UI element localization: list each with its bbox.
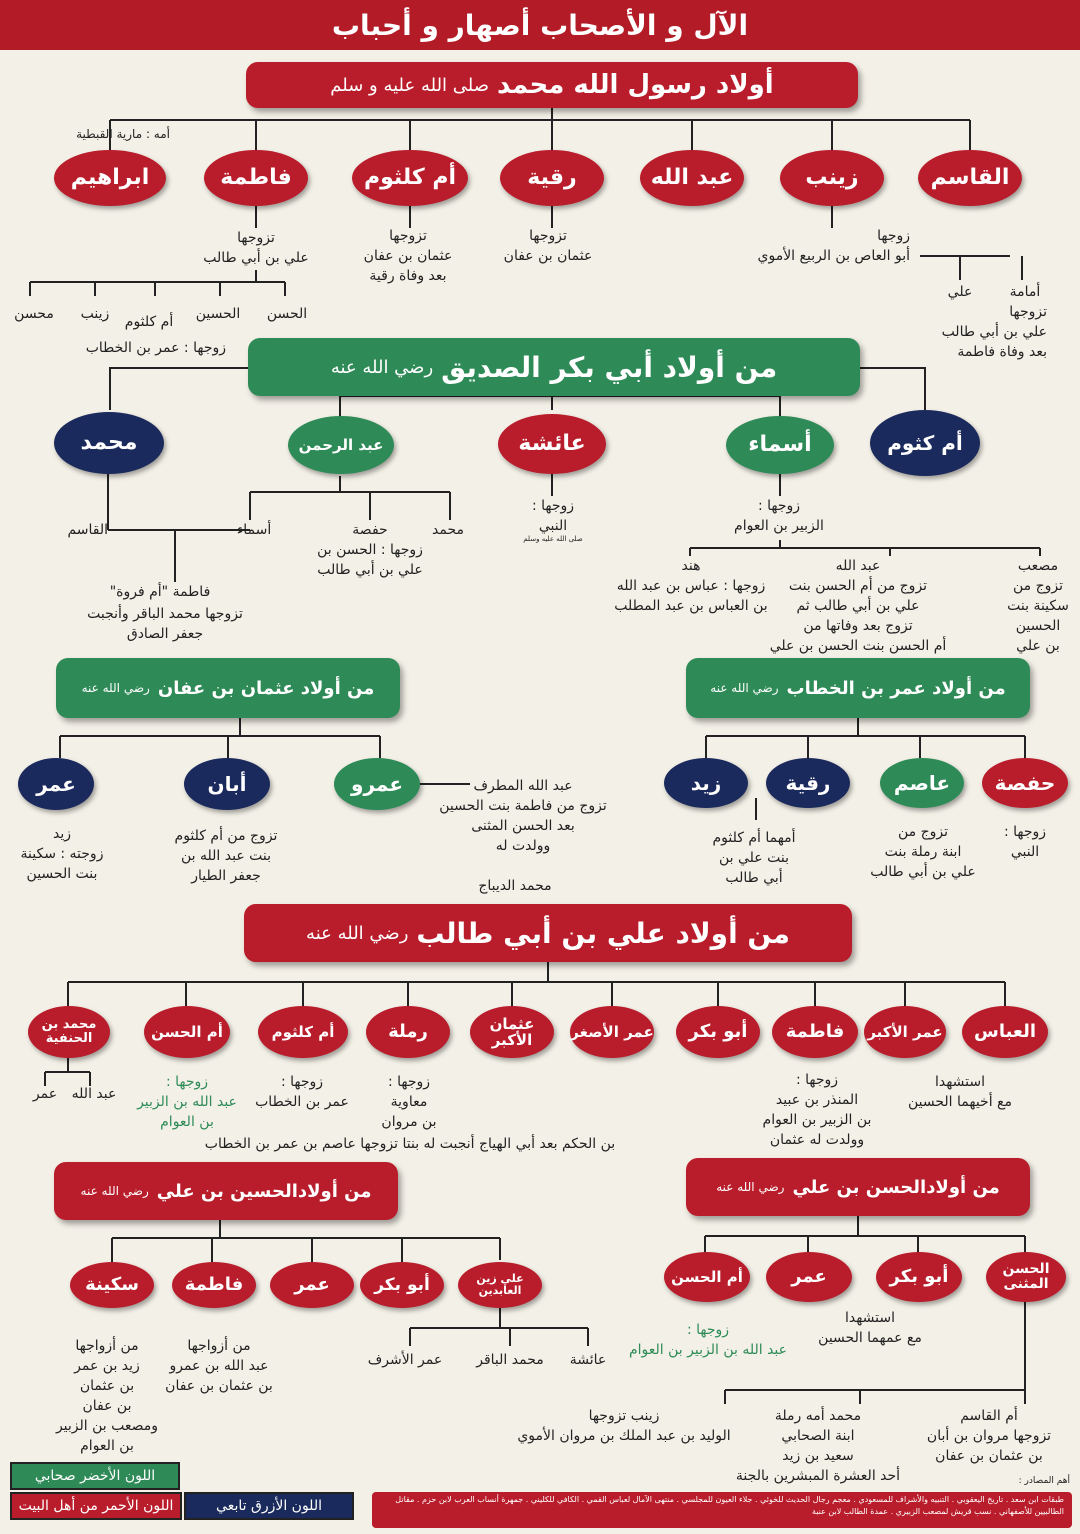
hasan-child-abubakr: أبو بكر xyxy=(876,1252,962,1302)
prophet-child-qasim: القاسم xyxy=(918,150,1022,206)
umkulthum-note: تزوجها عثمان بن عفان بعد وفاة رقية xyxy=(363,228,453,284)
abdulrahman-child-asma: أسماء xyxy=(236,522,272,538)
husain-fatima-note: من أزواجها عبد الله بن عمرو بن عثمان بن عفان xyxy=(165,1338,273,1394)
prophet-child-umkulthum: أم كلثوم xyxy=(352,150,468,206)
musab-note: مصعب تزوج من سكينة بنت الحسين بن علي xyxy=(1007,558,1069,654)
ali-child-abbas: العباس xyxy=(962,1006,1048,1058)
abdulrahman-child-hafsa: حفصة xyxy=(352,522,388,538)
abubakr-child-aisha: عائشة xyxy=(498,414,606,474)
omar-hafsa-note: زوجها : النبي xyxy=(1003,824,1047,860)
ali-child-ramla: رملة xyxy=(366,1006,450,1058)
banner-subtitle: رضي الله عنه xyxy=(81,681,150,695)
banner-subtitle: رضي الله عنه xyxy=(330,356,434,378)
ali-child-fatima: فاطمة xyxy=(772,1006,858,1058)
ali-fatima-note: زوجها : المنذر بن عبيد بن الزبير بن العوام وولدت له عثمان xyxy=(762,1072,872,1148)
hafsa-note: زوجها : الحسن بن علي بن أبي طالب xyxy=(317,542,423,578)
ali-child-omar-akbar: عمر الأكبر xyxy=(864,1006,946,1058)
banner-title: من أولاد أبي بكر الصديق xyxy=(441,350,778,384)
prophet-child-fatima: فاطمة xyxy=(204,150,308,206)
ruqayya-note: تزوجها عثمان بن عفان xyxy=(503,228,593,264)
abubakr-child-asma: أسماء xyxy=(726,416,834,474)
zainab-child-ali: علي xyxy=(947,284,973,300)
ali-banner xyxy=(244,904,852,962)
fatima-child-muhsin: محسن xyxy=(14,306,54,322)
prophet-banner xyxy=(246,62,858,108)
husain-child-fatima: فاطمة xyxy=(172,1262,256,1308)
umkulthum-husband-note: زوجها : عمر بن الخطاب xyxy=(85,340,226,356)
ramla-note: محمد أمه رملة ابنة الصحابي سعيد بن زيد أحد العشرة المبشرين بالجنة xyxy=(735,1408,901,1484)
zainab-note: زينب تزوجها الوليد بن عبد الملك بن مروان الأموي xyxy=(517,1408,731,1444)
ali-child-uthman-akbar: عثمان الأكبر xyxy=(470,1006,554,1058)
prophet-child-ruqayya: رقية xyxy=(500,150,604,206)
aisha-note: زوجها : النبي xyxy=(531,498,575,534)
legend-green: اللون الأخضر صحابي xyxy=(10,1462,180,1490)
abbas-note: استشهدا مع أخيهما الحسين xyxy=(908,1074,1012,1110)
uthman-banner xyxy=(56,658,400,718)
ali-zain-child-baqir: محمد الباقر xyxy=(476,1352,544,1368)
ali-child-umkulthum: أم كلثوم xyxy=(258,1006,348,1058)
ali-zain-child-aisha: عائشة xyxy=(569,1352,607,1368)
husain-child-sakina: سكينة xyxy=(70,1262,154,1308)
banner-subtitle: رضي الله عنه xyxy=(80,1184,149,1198)
husain-banner xyxy=(54,1162,398,1220)
ali-child-abubakr: أبو بكر xyxy=(676,1006,760,1058)
hasan-banner xyxy=(686,1158,1030,1216)
prophet-child-zainab: زينب xyxy=(780,150,884,206)
zainab-husband-note: زوجها أبو العاص بن الربيع الأموي xyxy=(757,228,910,264)
sources-box: طبقات ابن سعد . تاريخ اليعقوبي . التنبيه والأشراف للمسعودي . معجم رجال الحديث للخوئي . جلاء العيون للمجلسي . منتهى الآمال لعباس القمي . الكافي للكليني . جمهرة أنساب العرب لابن حزم . مقاتل الطالبيين للأصفهاني . نسب قريش لمصعب الزبيري . عمدة الطالب لابن عنبة xyxy=(372,1492,1072,1528)
aisha-honorific: صلى الله عليه وسلم xyxy=(523,535,583,543)
qasim-daughter-note xyxy=(70,604,260,644)
omar-banner xyxy=(686,658,1030,718)
banner-subtitle: رضي الله عنه xyxy=(710,681,779,695)
abdullah-note: عبد الله تزوج من أم الحسن بنت علي بن أبي طالب ثم تزوج بعد وفاتها من أم الحسن بنت الحسن بن علي xyxy=(769,558,947,654)
omar-child-ruqayya: رقية xyxy=(766,758,850,808)
ali-zain-child-omar-ashraf: عمر الأشرف xyxy=(367,1352,443,1368)
fatima-note: تزوجها علي بن أبي طالب xyxy=(203,230,309,266)
zainab-child-umama: أمامة xyxy=(1009,284,1041,300)
umqasim-note: أم القاسم تزوجها مروان بن أبان بن عثمان بن عفان xyxy=(926,1408,1052,1464)
ali-child-omar-asghar: عمر الأصغر xyxy=(570,1006,654,1058)
omar-child-hafsa: حفصة xyxy=(982,758,1068,808)
legend-navy: اللون الأزرق تابعي xyxy=(184,1492,354,1520)
banner-subtitle: رضي الله عنه xyxy=(716,1180,785,1194)
fatima-child-umkulthum: أم كلثوم xyxy=(124,314,174,330)
asma-note: زوجها : الزبير بن العوام xyxy=(734,498,824,534)
ali-child-muhammad-hanafiyya: محمد بن الحنفية xyxy=(28,1006,110,1058)
abubakr-banner xyxy=(248,338,860,396)
aban-note: تزوج من أم كلثوم بنت عبد الله بن جعفر الطيار xyxy=(174,828,278,884)
ali-child-umhasan: أم الحسن xyxy=(144,1006,230,1058)
prophet-child-ibrahim: ابراهيم xyxy=(54,150,166,206)
omar-child-asim: عاصم xyxy=(880,758,964,808)
hasan-child-umhasan: أم الحسن xyxy=(664,1252,750,1302)
hasan-martyr-note: استشهدا مع عمهما الحسين xyxy=(818,1310,922,1346)
umama-note: تزوجها علي بن أبي طالب بعد وفاة فاطمة xyxy=(941,304,1047,360)
page-title: الآل و الأصحاب أصهار و أحباب xyxy=(0,0,1080,50)
legend-red: اللون الأحمر من أهل البيت xyxy=(10,1492,182,1520)
hind-note: هند زوجها : عباس بن عبد الله بن العباس بن عبد المطلب xyxy=(614,558,768,614)
banner-title: أولاد رسول الله محمد xyxy=(497,70,774,100)
banner-subtitle: رضي الله عنه xyxy=(306,922,409,944)
prophet-child-abdullah: عبد الله xyxy=(640,150,744,206)
qasim-daughter: فاطمة "أم فروة" xyxy=(109,584,211,600)
husain-child-omar: عمر xyxy=(270,1262,354,1308)
uthman-child-aban: أبان xyxy=(184,758,270,810)
sakina-note: من أزواجها زيد بن عمر بن عثمان بن عفان ومصعب بن الزبير بن العوام xyxy=(55,1338,159,1454)
banner-subtitle: صلى الله عليه و سلم xyxy=(330,74,490,96)
abubakr-child-abdulrahman: عبد الرحمن xyxy=(288,416,394,474)
banner-title: من أولادالحسن بن علي xyxy=(792,1176,1000,1198)
ali-umhasan-note: زوجها : عبد الله بن الزبير بن العوام xyxy=(137,1074,237,1130)
fatima-child-husain: الحسين xyxy=(195,306,241,322)
abubakr-child-umkulthum: أم كثوم xyxy=(870,410,980,476)
banner-title: من أولاد علي بن أبي طالب xyxy=(416,916,790,950)
uthman-omar-note: زيد زوجته : سكينة بنت الحسين xyxy=(20,826,104,882)
ibrahim-mother-note: أمه : مارية القبطية xyxy=(76,127,170,141)
ali-umkulthum-note: زوجها : عمر بن الخطاب xyxy=(255,1074,349,1110)
asim-note: تزوج من ابنة رملة بنت علي بن أبي طالب xyxy=(870,824,976,880)
sources-title: أهم المصادر : xyxy=(1018,1476,1070,1486)
amr-grandson: محمد الديباج xyxy=(478,878,552,894)
qasim-daughter-note-text: تزوجها محمد الباقر وأنجبت جعفر الصادق xyxy=(87,606,243,642)
fatima-child-hasan: الحسن xyxy=(266,306,308,322)
hasan-umhasan-note: زوجها : عبد الله بن الزبير بن العوام xyxy=(628,1322,787,1358)
omar-child-zaid: زيد xyxy=(664,758,748,808)
uthman-child-omar: عمر xyxy=(18,758,94,810)
uthman-child-amr: عمرو xyxy=(334,758,420,810)
banner-title: من أولاد عمر بن الخطاب xyxy=(786,677,1006,699)
hasan-child-hasan-muthanna: الحسن المثنى xyxy=(986,1252,1066,1302)
muhammad-child-qasim: القاسم xyxy=(67,522,108,538)
hanafiyya-child-abdullah: عبد الله xyxy=(71,1086,117,1102)
ali-ramla-note: زوجها : معاوية بن مروان xyxy=(381,1074,437,1130)
amr-note: عبد الله المطرف تزوج من فاطمة بنت الحسين بعد الحسن المثنى وولدت له xyxy=(439,778,607,854)
fatima-child-zainab: زينب xyxy=(80,306,110,322)
banner-title: من أولاد عثمان بن عفان xyxy=(157,677,375,699)
ali-bottom-note: بن الحكم بعد أبي الهياج أنجبت له بنتا تزوجها عاصم بن عمر بن الخطاب xyxy=(204,1136,616,1152)
zaid-mother-note: أمهما أم كلثوم بنت علي بن أبي طالب xyxy=(712,830,796,886)
husain-child-abubakr: أبو بكر xyxy=(360,1262,444,1308)
hasan-child-omar: عمر xyxy=(766,1252,852,1302)
banner-title: من أولادالحسين بن علي xyxy=(156,1180,372,1202)
abdulrahman-child-muhammad: محمد xyxy=(432,522,464,538)
hanafiyya-child-omar: عمر xyxy=(32,1086,58,1102)
abubakr-child-muhammad: محمد xyxy=(54,412,164,474)
husain-child-ali-zain: علي زين العابدين xyxy=(458,1262,542,1308)
